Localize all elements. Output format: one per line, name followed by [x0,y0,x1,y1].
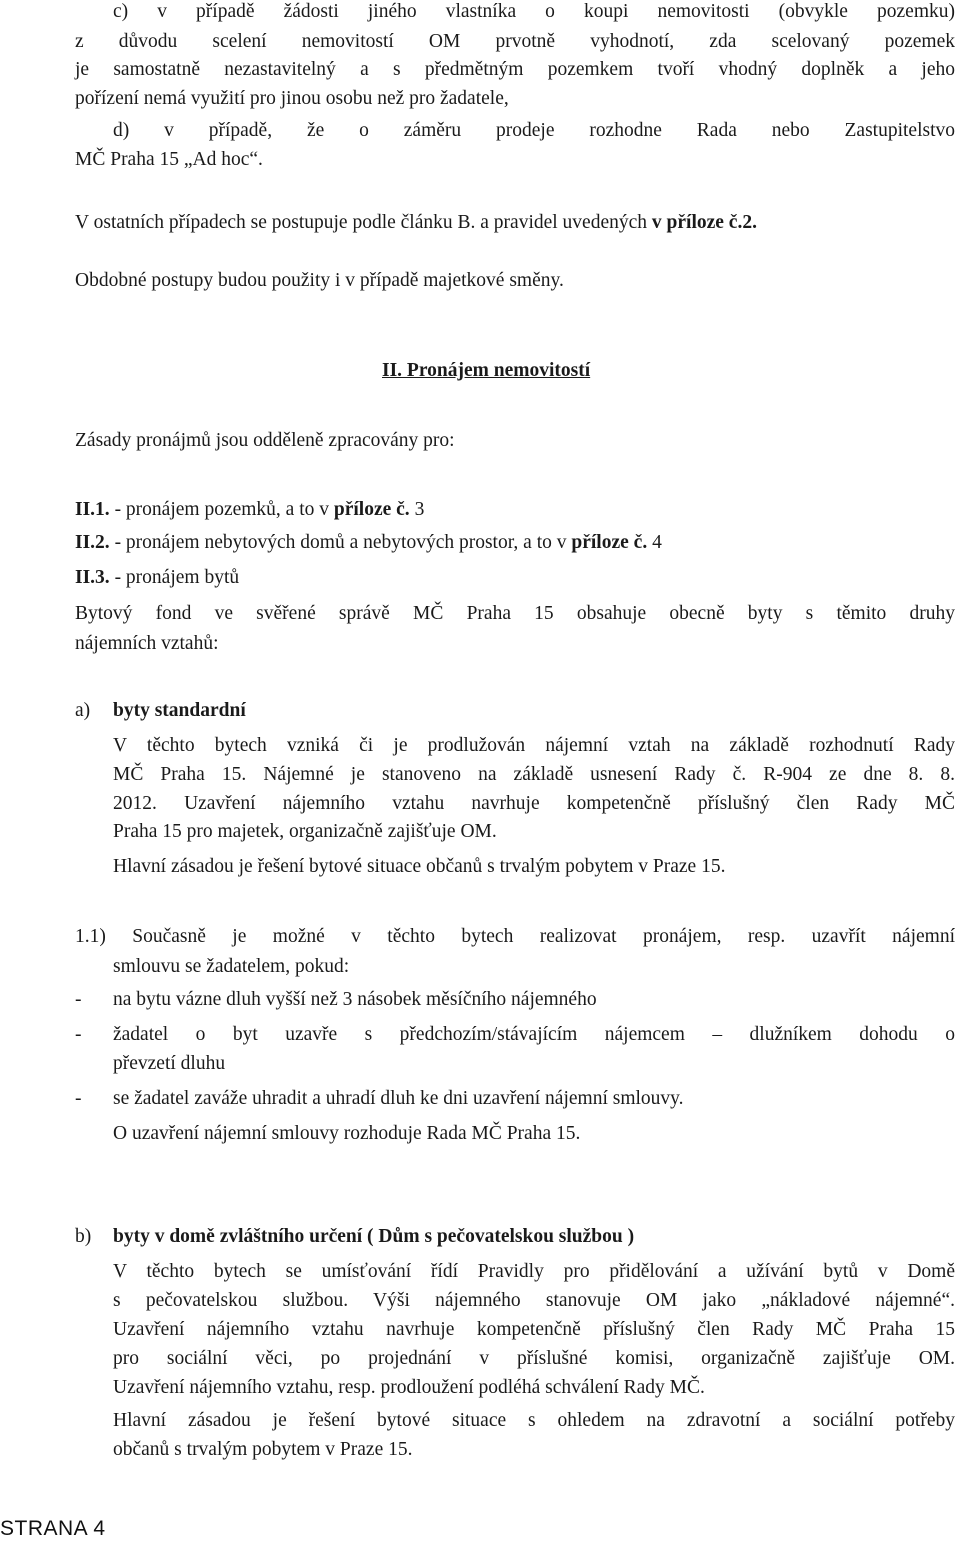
point-1-1-line-1: 1.1) Současně je možné v těchto bytech realizovat pronájem, resp. uzavřít nájemní [75,926,955,947]
appendix-number: 4 [647,532,662,553]
section-b-heading: byty v domě zvláštního určení ( Dům s pečovatelskou službou ) [113,1226,635,1247]
dash-2: - [75,1024,82,1045]
section-b-line-4: pro sociální věci, po projednání v příslušné komisi, organizačně zajišťuje OM. [113,1348,955,1369]
para-d-line-2: MČ Praha 15 „Ad hoc“. [75,149,263,170]
section-a-line-3: 2012. Uzavření nájemního vztahu navrhuje kompetenčně příslušný člen Rady MČ [113,793,955,814]
item-number: II.3. [75,567,110,588]
condition-2-line-1: žadatel o byt uzavře s předchozím/stávajícím nájemcem – dlužníkem dohodu o [113,1024,955,1045]
appendix-ref: příloze č. [571,532,648,553]
list-item-ii-2 [75,530,662,556]
para-c-line-2: z důvodu scelení nemovitostí OM prvotně vyhodnotí, zda scelovaný pozemek [75,31,955,52]
item-text: - pronájem nebytových domů a nebytových prostor, a to v [109,532,572,553]
section-b-line-2: s pečovatelskou službou. Výši nájemného stanovuje OM jako „nákladové nájemné“. [113,1290,955,1311]
section-a-principle: Hlavní zásadou je řešení bytové situace občanů s trvalým pobytem v Praze 15. [113,856,726,877]
other-cases-line [75,210,757,236]
section-b-line-5: Uzavření nájemního vztahu, resp. prodloužení podléhá schválení Rady MČ. [113,1377,705,1398]
para-d-line-1: d) v případě, že o záměru prodeje rozhodne Rada nebo Zastupitelstvo [113,120,955,141]
list-item-ii-3 [75,565,239,591]
dash-3: - [75,1088,82,1109]
condition-1: na bytu vázne dluh vyšší než 3 násobek měsíčního nájemného [113,989,597,1010]
para-c-line-1: c) v případě žádosti jiného vlastníka o koupi nemovitosti (obvykle pozemku) [113,1,955,22]
section-b-principle-line-2: občanů s trvalým pobytem v Praze 15. [113,1439,413,1460]
condition-2-line-2: převzetí dluhu [113,1053,226,1074]
para-c-line-4: pořízení nemá využití pro jinou osobu než pro žadatele, [75,88,509,109]
section-b-label: b) [75,1226,92,1247]
exchange-line: Obdobné postupy budou použity i v případě majetkové směny. [75,270,564,291]
item-text: - pronájem pozemků, a to v [109,499,334,520]
point-1-1-line-2: smlouvu se žadatelem, pokud: [113,956,350,977]
section-a-line-1: V těchto bytech vzniká či je prodlužován nájemní vztah na základě rozhodnutí Rady [113,735,955,756]
item-number: II.1. [75,499,110,520]
section-a-line-2: MČ Praha 15. Nájemné je stanoveno na základě usnesení Rady č. R-904 ze dne 8. 8. [113,764,955,785]
item-text: - pronájem bytů [109,567,240,588]
item-number: II.2. [75,532,110,553]
other-cases-text: V ostatních případech se postupuje podle článku B. a pravidel uvedených [75,212,652,233]
list-item-ii-1 [75,497,424,523]
condition-3: se žadatel zaváže uhradit a uhradí dluh ke dni uzavření nájemní smlouvy. [113,1088,684,1109]
section-a-heading: byty standardní [113,700,246,721]
dash-1: - [75,989,82,1010]
section-b-line-1: V těchto bytech se umísťování řídí Pravidly pro přidělování a užívání bytů v Domě [113,1261,955,1282]
section-b-principle-line-1: Hlavní zásadou je řešení bytové situace s ohledem na zdravotní a sociální potřeby [113,1410,955,1431]
lease-decision-line: O uzavření nájemní smlouvy rozhoduje Rada MČ Praha 15. [113,1123,581,1144]
housing-fund-line-2: nájemních vztahů: [75,633,219,654]
section-heading-lease: II. Pronájem nemovitostí [382,360,591,381]
para-c-line-3: je samostatně nezastavitelný a s předmětným pozemkem tvoří vhodný doplněk a jeho [75,59,955,80]
appendix-ref: příloze č. [333,499,410,520]
section-b-line-3: Uzavření nájemního vztahu navrhuje kompetenčně příslušný člen Rady MČ Praha 15 [113,1319,955,1340]
page-number-footer: STRANA 4 [0,1517,106,1540]
housing-fund-line-1: Bytový fond ve svěřené správě MČ Praha 15 obsahuje obecně byty s těmito druhy [75,603,955,624]
section-a-label: a) [75,700,91,721]
appendix-number: 3 [409,499,425,520]
appendix-2-ref: v příloze č.2. [651,212,757,233]
lease-principles-line: Zásady pronájmů jsou odděleně zpracovány pro: [75,430,455,451]
section-a-line-4: Praha 15 pro majetek, organizačně zajišťuje OM. [113,821,497,842]
